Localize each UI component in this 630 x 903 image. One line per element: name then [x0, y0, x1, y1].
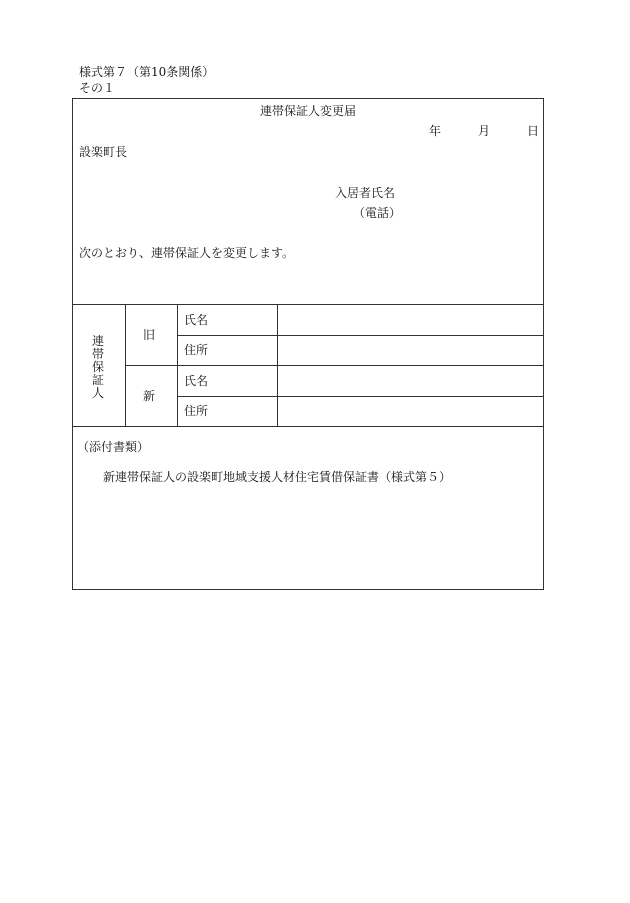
applicant-name-label: 入居者氏名	[335, 186, 396, 200]
table-col-divider-1	[125, 304, 126, 426]
phone-label: （電話）	[353, 206, 402, 220]
new-row-divider	[177, 396, 543, 397]
table-top-border	[73, 304, 543, 305]
addressee: 設楽町長	[79, 145, 128, 159]
form-number: 様式第７（第10条関係）	[79, 65, 215, 79]
guarantor-group-label: 連帯保証人	[91, 334, 104, 400]
old-name-label: 氏名	[184, 313, 209, 327]
new-name-field[interactable]	[279, 367, 541, 395]
date-month: 月	[478, 124, 491, 138]
table-col-divider-3	[277, 304, 278, 426]
attachment-item: 新連帯保証人の設楽町地域支援人材住宅賃借保証書（様式第５）	[103, 470, 452, 484]
old-row-divider	[177, 335, 543, 336]
new-guarantor-label: 新	[143, 389, 156, 403]
new-name-label: 氏名	[184, 374, 209, 388]
form-title: 連帯保証人変更届	[259, 104, 356, 118]
new-address-field[interactable]	[279, 398, 541, 425]
attachments-heading: （添付書類）	[77, 440, 150, 454]
date-year: 年	[429, 124, 442, 138]
new-address-label: 住所	[184, 404, 209, 418]
change-notice-form	[72, 98, 544, 590]
old-new-divider	[125, 365, 543, 366]
statement: 次のとおり、連帯保証人を変更します。	[79, 246, 295, 260]
table-bottom-border	[73, 426, 543, 427]
form-part: その１	[79, 81, 116, 95]
old-guarantor-label: 旧	[143, 328, 156, 342]
old-name-field[interactable]	[279, 306, 541, 334]
old-address-field[interactable]	[279, 337, 541, 364]
table-col-divider-2	[177, 304, 178, 426]
date-day: 日	[527, 124, 540, 138]
old-address-label: 住所	[184, 343, 209, 357]
